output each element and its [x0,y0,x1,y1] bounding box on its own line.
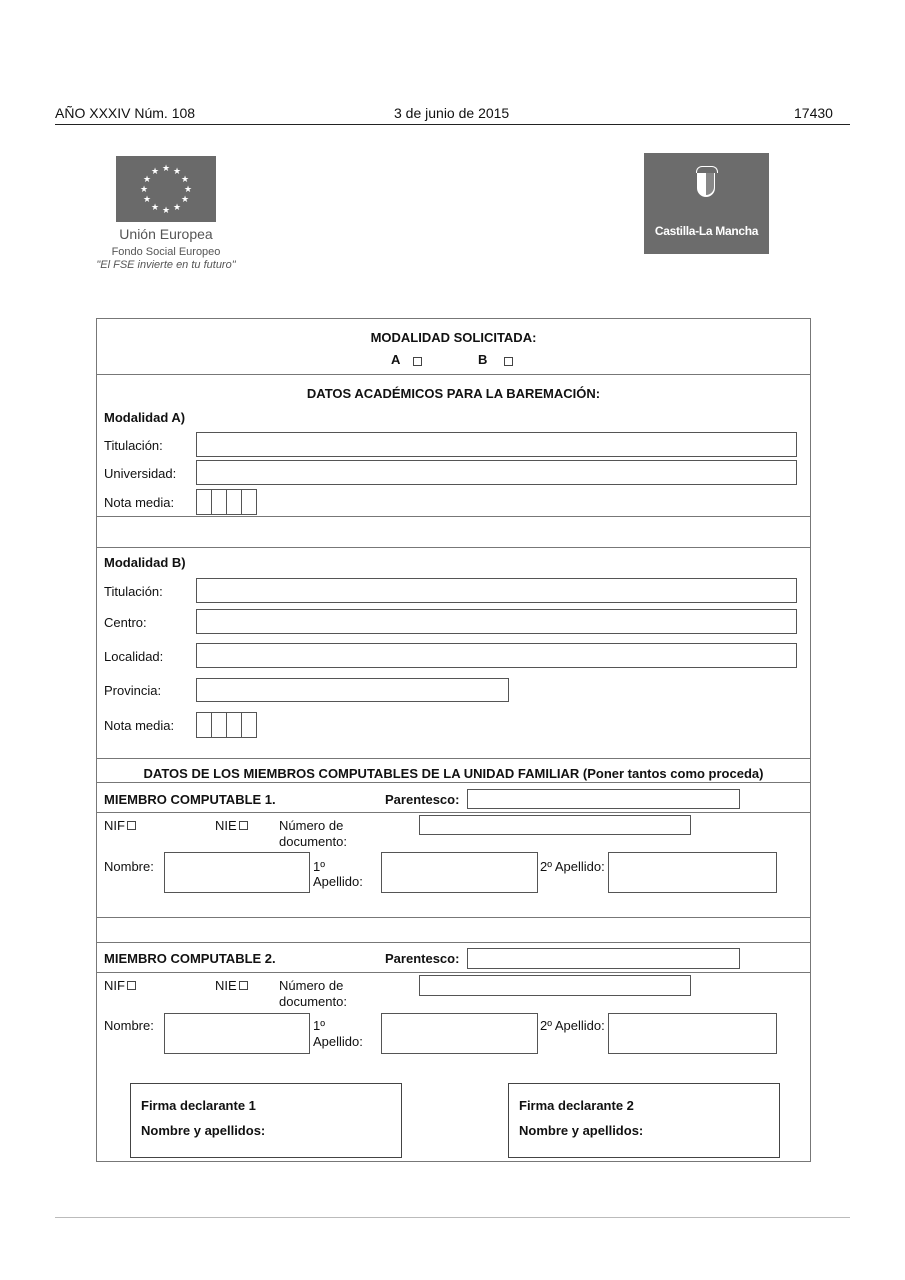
universidad-label: Universidad: [104,466,177,481]
member2-apellido2-field[interactable] [608,1013,777,1054]
divider [96,942,811,943]
grade-box[interactable] [226,489,242,515]
member2-parentesco-field[interactable] [467,948,740,969]
signature1-title: Firma declarante 1 [141,1098,256,1113]
titulacion-b-label: Titulación: [104,584,163,599]
bulletin-date: 3 de junio de 2015 [394,105,510,121]
family-title: DATOS DE LOS MIEMBROS COMPUTABLES DE LA UNIDAD FAMILIAR (Poner tantos como proceda) [143,766,764,781]
modalidad-title: MODALIDAD SOLICITADA: [370,330,537,345]
divider [96,516,811,517]
member1-nombre-field[interactable] [164,852,310,893]
member2-nombre-field[interactable] [164,1013,310,1054]
nota-b-grade-boxes[interactable] [196,712,256,738]
option-b-label: B [478,352,488,367]
grade-box[interactable] [241,489,257,515]
member1-doc-label-2: documento: [279,834,347,849]
grade-box[interactable] [196,489,212,515]
member1-nombre-label: Nombre: [104,859,154,874]
divider [96,547,811,548]
member2-nif-label: NIF [104,978,125,993]
grade-box[interactable] [226,712,242,738]
shield-icon [697,173,715,197]
clm-logo [644,153,769,254]
eu-logo-slogan: "El FSE invierte en tu futuro" [96,259,236,271]
signature-box-2[interactable] [508,1083,780,1158]
nota-a-label: Nota media: [104,495,175,510]
footer-rule [55,1217,850,1218]
member2-nif-checkbox[interactable] [127,981,136,990]
option-a-label: A [391,352,401,367]
signature2-name-label: Nombre y apellidos: [519,1123,644,1138]
member1-parentesco-label: Parentesco: [385,792,460,807]
member2-title: MIEMBRO COMPUTABLE 2. [104,951,276,966]
eu-logo-subtitle: Fondo Social Europeo [111,246,221,258]
grade-box[interactable] [211,489,227,515]
universidad-field[interactable] [196,460,797,485]
member2-parentesco-label: Parentesco: [385,951,460,966]
divider [96,758,811,759]
member1-doc-label-1: Número de [279,818,344,833]
grade-box[interactable] [196,712,212,738]
signature-box-1[interactable] [130,1083,402,1158]
provincia-field[interactable] [196,678,509,702]
clm-logo-name: Castilla-La Mancha [654,224,759,238]
member1-parentesco-field[interactable] [467,789,740,809]
member1-apellido2-label: 2º Apellido: [540,859,605,874]
titulacion-a-field[interactable] [196,432,797,457]
member2-document-field[interactable] [419,975,691,996]
member1-document-field[interactable] [419,815,691,835]
titulacion-b-field[interactable] [196,578,797,603]
modalidad-a-title: Modalidad A) [104,410,186,425]
localidad-field[interactable] [196,643,797,668]
academic-title: DATOS ACADÉMICOS PARA LA BAREMACIÓN: [306,386,601,401]
member1-nif-label: NIF [104,818,125,833]
bulletin-issue: AÑO XXXIV Núm. 108 [55,105,196,121]
eu-logo-name: Unión Europea [119,226,213,242]
header-rule [55,124,850,125]
modalidad-b-title: Modalidad B) [104,555,186,570]
nota-b-label: Nota media: [104,718,175,733]
page-number: 17430 [794,105,833,121]
member2-apellido2-label: 2º Apellido: [540,1018,605,1033]
member2-doc-label-1: Número de [279,978,344,993]
member2-doc-label-2: documento: [279,994,347,1009]
grade-box[interactable] [211,712,227,738]
member1-nie-label: NIE [215,818,237,833]
member1-nie-checkbox[interactable] [239,821,248,830]
member2-nombre-label: Nombre: [104,1018,154,1033]
divider [96,782,811,783]
grade-box[interactable] [241,712,257,738]
divider [96,812,811,813]
member1-apellido1-label-2: Apellido: [313,874,363,889]
eu-flag-logo: ★ ★ ★ ★ ★ ★ ★ ★ ★ ★ ★ ★ [116,156,216,222]
localidad-label: Localidad: [104,649,164,664]
option-b-checkbox[interactable] [504,357,513,366]
divider [96,374,811,375]
member1-title: MIEMBRO COMPUTABLE 1. [104,792,276,807]
member1-apellido1-label-1: 1º [313,859,325,874]
provincia-label: Provincia: [104,683,162,698]
member2-nie-label: NIE [215,978,237,993]
signature2-title: Firma declarante 2 [519,1098,634,1113]
member1-apellido1-field[interactable] [381,852,538,893]
centro-label: Centro: [104,615,147,630]
signature1-name-label: Nombre y apellidos: [141,1123,266,1138]
centro-field[interactable] [196,609,797,634]
divider [96,972,811,973]
crown-icon [696,166,718,173]
member2-nie-checkbox[interactable] [239,981,248,990]
member1-nif-checkbox[interactable] [127,821,136,830]
member1-apellido2-field[interactable] [608,852,777,893]
member2-apellido1-label-1: 1º [313,1018,325,1033]
titulacion-a-label: Titulación: [104,438,163,453]
nota-a-grade-boxes[interactable] [196,489,256,515]
option-a-checkbox[interactable] [413,357,422,366]
member2-apellido1-label-2: Apellido: [313,1034,363,1049]
divider [96,917,811,918]
member2-apellido1-field[interactable] [381,1013,538,1054]
